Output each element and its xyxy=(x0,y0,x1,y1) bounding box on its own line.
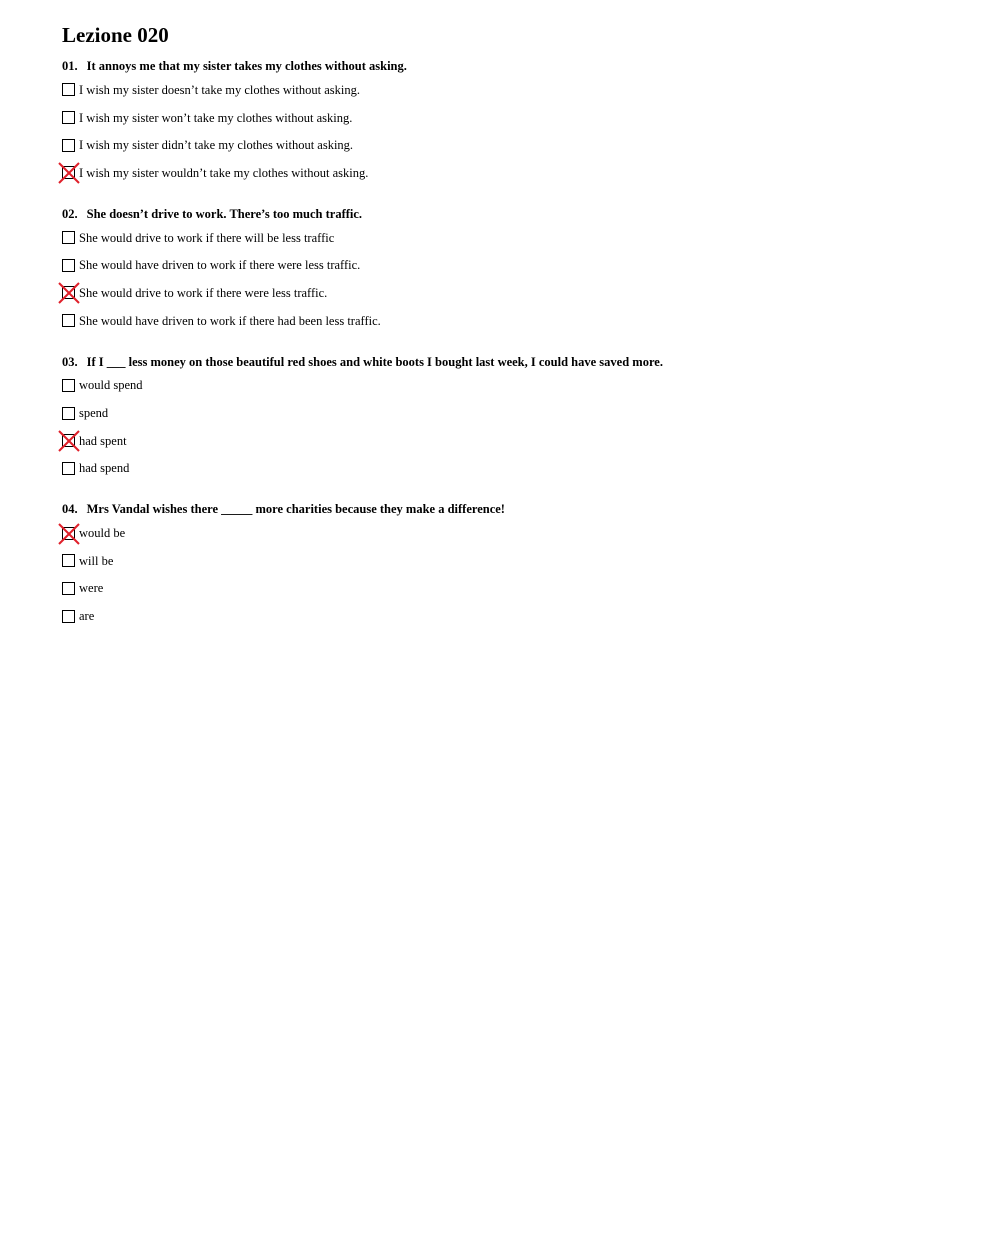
answer-option[interactable] xyxy=(62,519,962,547)
option-label: She would drive to work if there were less traffic. xyxy=(79,285,328,300)
answer-option[interactable] xyxy=(62,307,962,335)
option-label: I wish my sister wouldn’t take my clothes without asking. xyxy=(79,165,369,180)
answer-option[interactable] xyxy=(62,279,962,307)
option-list xyxy=(62,372,962,483)
checkbox-checked[interactable] xyxy=(62,527,75,540)
checkbox-checked[interactable] xyxy=(62,286,75,299)
question-prompt: She doesn’t drive to work. There’s too much traffic. xyxy=(86,206,363,221)
answer-option[interactable] xyxy=(62,372,962,400)
checkbox[interactable] xyxy=(62,259,75,272)
question-number: 02. xyxy=(62,206,78,221)
checkbox[interactable] xyxy=(62,139,75,152)
answer-option[interactable] xyxy=(62,602,962,630)
question-1 xyxy=(62,58,962,187)
page-title: Lezione 020 xyxy=(62,23,169,47)
answer-option[interactable] xyxy=(62,399,962,427)
question-list xyxy=(62,58,962,630)
option-label: She would drive to work if there will be less traffic xyxy=(79,230,335,245)
option-label: will be xyxy=(79,553,114,568)
checkbox[interactable] xyxy=(62,83,75,96)
answer-option[interactable] xyxy=(62,159,962,187)
answer-option[interactable] xyxy=(62,427,962,455)
checkbox[interactable] xyxy=(62,379,75,392)
option-list xyxy=(62,224,962,335)
option-label: were xyxy=(79,581,104,596)
option-label: would spend xyxy=(79,378,143,393)
checkbox[interactable] xyxy=(62,554,75,567)
answer-option[interactable] xyxy=(62,131,962,159)
question-prompt: If I ___ less money on those beautiful red shoes and white boots I bought last week, I could have saved more. xyxy=(86,354,663,369)
option-list xyxy=(62,76,962,187)
cross-mark-icon xyxy=(58,430,80,452)
question-prompt: It annoys me that my sister takes my clothes without asking. xyxy=(86,59,407,73)
quiz-page xyxy=(62,22,962,649)
checkbox[interactable] xyxy=(62,314,75,327)
option-label: spend xyxy=(79,406,109,421)
question-prompt: Mrs Vandal wishes there _____ more charities because they make a difference! xyxy=(86,502,505,517)
answer-option[interactable] xyxy=(62,547,962,575)
cross-mark-icon xyxy=(58,162,80,184)
question-number: 01. xyxy=(62,59,78,73)
answer-option[interactable] xyxy=(62,575,962,603)
question-4 xyxy=(62,501,962,630)
checkbox[interactable] xyxy=(62,610,75,623)
question-text xyxy=(62,354,962,370)
question-3 xyxy=(62,354,962,483)
option-label: She would have driven to work if there had been less traffic. xyxy=(79,313,381,328)
option-label: had spent xyxy=(79,433,127,448)
option-list xyxy=(62,519,962,630)
checkbox-checked[interactable] xyxy=(62,434,75,447)
answer-option[interactable] xyxy=(62,224,962,252)
checkbox[interactable] xyxy=(62,407,75,420)
checkbox[interactable] xyxy=(62,462,75,475)
option-label: I wish my sister doesn’t take my clothes without asking. xyxy=(79,82,360,97)
option-label: I wish my sister didn’t take my clothes without asking. xyxy=(79,138,354,153)
question-number: 04. xyxy=(62,502,78,517)
question-2 xyxy=(62,206,962,335)
question-number: 03. xyxy=(62,354,78,369)
question-text xyxy=(62,58,962,74)
checkbox[interactable] xyxy=(62,111,75,124)
cross-mark-icon xyxy=(58,282,80,304)
answer-option[interactable] xyxy=(62,455,962,483)
question-text xyxy=(62,501,962,517)
cross-mark-icon xyxy=(58,523,80,545)
checkbox[interactable] xyxy=(62,582,75,595)
answer-option[interactable] xyxy=(62,76,962,104)
answer-option[interactable] xyxy=(62,251,962,279)
question-text xyxy=(62,206,962,222)
option-label: She would have driven to work if there were less traffic. xyxy=(79,258,361,273)
option-label: would be xyxy=(79,526,126,541)
checkbox-checked[interactable] xyxy=(62,166,75,179)
option-label: are xyxy=(79,609,95,624)
option-label: had spend xyxy=(79,461,130,476)
checkbox[interactable] xyxy=(62,231,75,244)
answer-option[interactable] xyxy=(62,104,962,132)
option-label: I wish my sister won’t take my clothes without asking. xyxy=(79,110,353,125)
